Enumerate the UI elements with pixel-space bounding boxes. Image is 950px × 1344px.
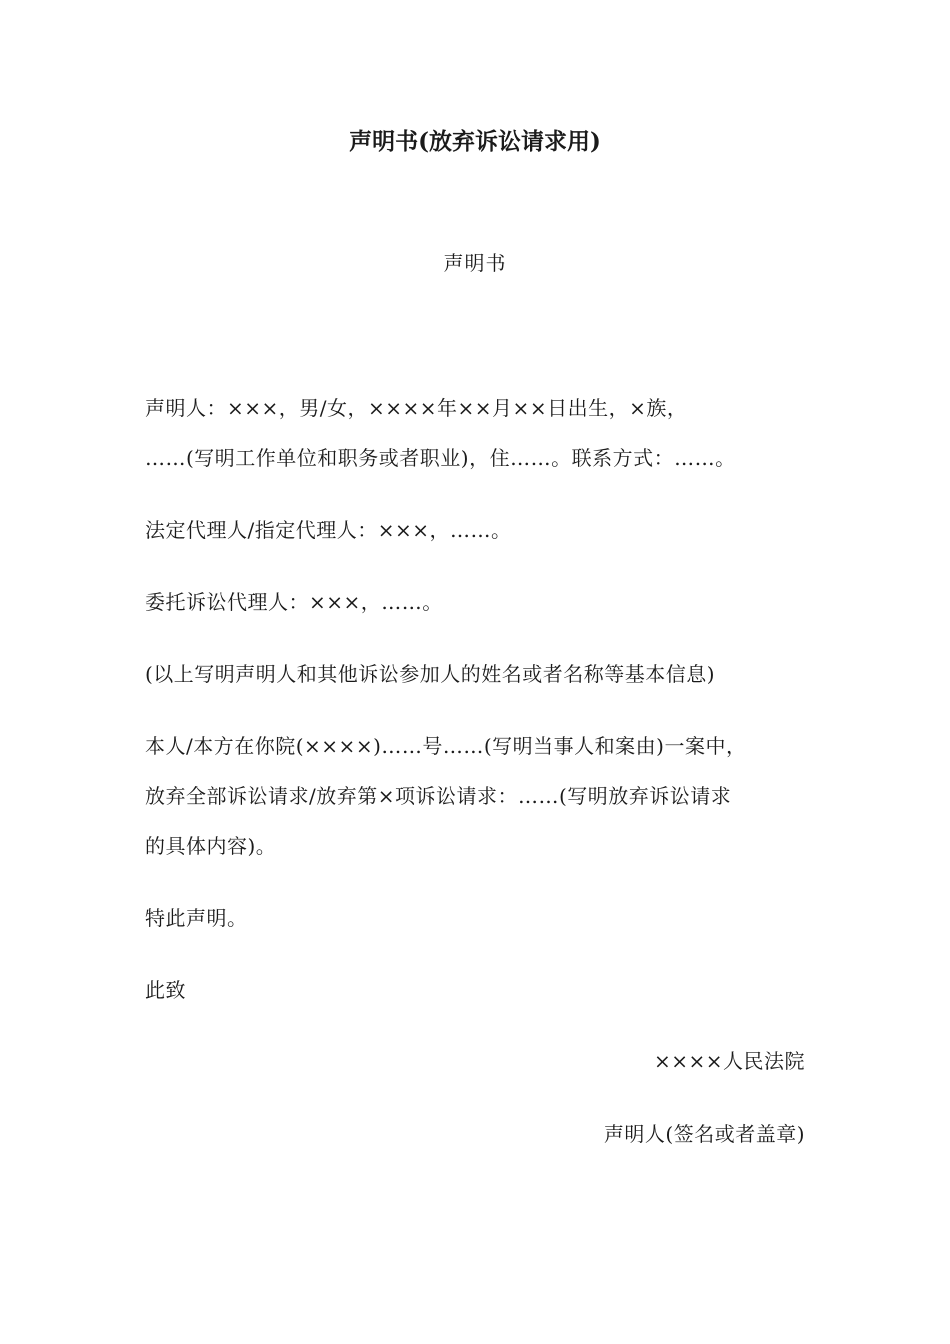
declarant-line-2: ……(写明工作单位和职务或者职业)，住……。联系方式：……。 [145,446,736,470]
salutation-line: 此致 [145,978,186,1002]
body-line-2: 放弃全部诉讼请求/放弃第×项诉讼请求：……(写明放弃诉讼请求 [145,784,732,808]
document-title: 声明书(放弃诉讼请求用) [349,128,601,155]
entrusted-agent-line: 委托诉讼代理人：×××，……。 [145,590,443,614]
legal-agent-line: 法定代理人/指定代理人：×××，……。 [145,518,512,542]
body-line-3: 的具体内容)。 [145,834,277,858]
declarant-line-1: 声明人：×××，男/女，××××年××月××日出生，×族， [145,396,688,420]
declaration-line: 特此声明。 [145,906,248,930]
signature-line: 声明人(签名或者盖章) [603,1122,805,1146]
document-subtitle: 声明书 [443,251,507,275]
participants-note: (以上写明声明人和其他诉讼参加人的姓名或者名称等基本信息) [145,662,716,686]
court-name: ××××人民法院 [653,1049,805,1073]
body-line-1: 本人/本方在你院(××××)……号……(写明当事人和案由)一案中， [145,734,747,758]
